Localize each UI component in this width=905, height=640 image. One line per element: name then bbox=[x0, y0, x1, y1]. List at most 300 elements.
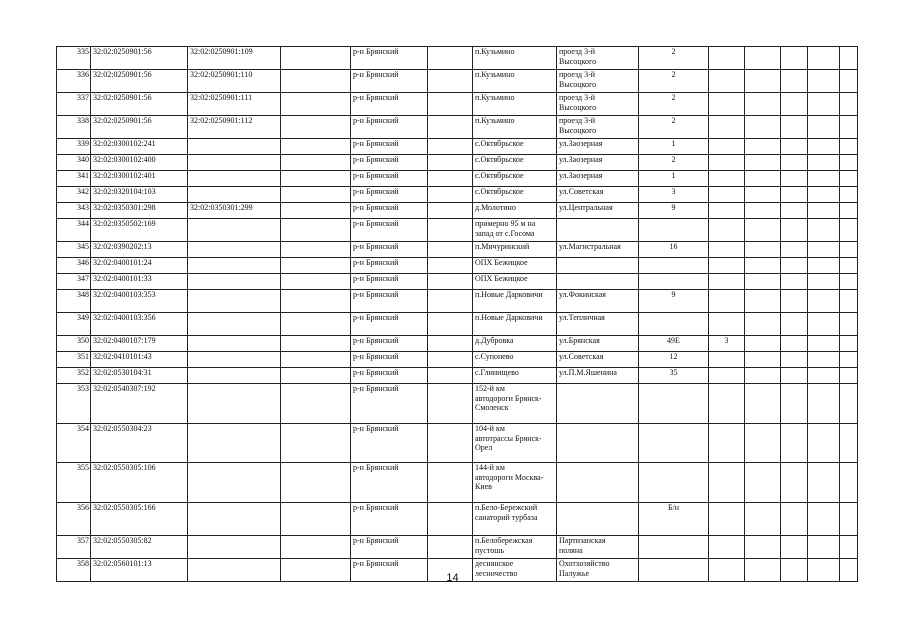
empty-cell bbox=[428, 155, 473, 171]
street-cell: ул.Центральная bbox=[557, 203, 639, 219]
linked-cadastral-number bbox=[188, 242, 281, 258]
table-row bbox=[57, 503, 858, 536]
linked-cadastral-number bbox=[188, 503, 281, 536]
street-cell: ул.Заозерная bbox=[557, 171, 639, 187]
settlement-cell: с.Октябрьское bbox=[473, 139, 557, 155]
house-cell: 2 bbox=[639, 155, 709, 171]
extra-cell bbox=[709, 274, 745, 290]
empty-cell bbox=[745, 93, 781, 116]
empty-cell bbox=[781, 155, 808, 171]
street-cell: ул.Заозерная bbox=[557, 139, 639, 155]
table-row bbox=[57, 424, 858, 463]
empty-cell bbox=[808, 70, 840, 93]
empty-cell bbox=[840, 258, 858, 274]
district-cell: р-н Брянский bbox=[351, 384, 428, 424]
settlement-cell: примерно 95 м на запад от с.Госома bbox=[473, 219, 557, 242]
empty-cell bbox=[745, 171, 781, 187]
linked-cadastral-number bbox=[188, 187, 281, 203]
table-row bbox=[57, 536, 858, 559]
district-cell: р-н Брянский bbox=[351, 463, 428, 503]
street-cell bbox=[557, 258, 639, 274]
extra-cell bbox=[709, 242, 745, 258]
empty-cell bbox=[781, 47, 808, 70]
row-number: 354 bbox=[57, 424, 91, 463]
table-row bbox=[57, 368, 858, 384]
street-cell: ул.Советская bbox=[557, 352, 639, 368]
settlement-cell: д.Молотино bbox=[473, 203, 557, 219]
settlement-cell: п.Белобережская пустошь bbox=[473, 536, 557, 559]
district-cell: р-н Брянский bbox=[351, 258, 428, 274]
extra-cell bbox=[709, 70, 745, 93]
settlement-cell: п.Мичуринский bbox=[473, 242, 557, 258]
cadastral-number: 32:02:0250901:56 bbox=[91, 47, 188, 70]
empty-cell bbox=[808, 171, 840, 187]
street-cell: Охотхозяйство Палужье bbox=[557, 559, 639, 582]
empty-cell bbox=[281, 242, 351, 258]
table-row bbox=[57, 171, 858, 187]
cadastral-number: 32:02:0550305:106 bbox=[91, 463, 188, 503]
row-number: 350 bbox=[57, 336, 91, 352]
extra-cell bbox=[709, 219, 745, 242]
extra-cell bbox=[709, 384, 745, 424]
row-number: 353 bbox=[57, 384, 91, 424]
linked-cadastral-number: 32:02:0250901:110 bbox=[188, 70, 281, 93]
settlement-cell: деснянское лесничество bbox=[473, 559, 557, 582]
empty-cell bbox=[281, 139, 351, 155]
table-row bbox=[57, 336, 858, 352]
settlement-cell: с.Октябрьское bbox=[473, 187, 557, 203]
empty-cell bbox=[840, 352, 858, 368]
empty-cell bbox=[808, 155, 840, 171]
cadastral-number: 32:02:0540307:192 bbox=[91, 384, 188, 424]
empty-cell bbox=[808, 313, 840, 336]
house-cell: 49Е bbox=[639, 336, 709, 352]
extra-cell bbox=[709, 47, 745, 70]
empty-cell bbox=[428, 219, 473, 242]
empty-cell bbox=[281, 313, 351, 336]
cadastral-number: 32:02:0530104:31 bbox=[91, 368, 188, 384]
street-cell bbox=[557, 274, 639, 290]
empty-cell bbox=[781, 70, 808, 93]
empty-cell bbox=[281, 258, 351, 274]
linked-cadastral-number bbox=[188, 139, 281, 155]
empty-cell bbox=[781, 116, 808, 139]
linked-cadastral-number bbox=[188, 424, 281, 463]
settlement-cell: д.Дубровка bbox=[473, 336, 557, 352]
extra-cell bbox=[709, 503, 745, 536]
empty-cell bbox=[745, 139, 781, 155]
empty-cell bbox=[808, 242, 840, 258]
empty-cell bbox=[781, 171, 808, 187]
street-cell bbox=[557, 424, 639, 463]
row-number: 347 bbox=[57, 274, 91, 290]
row-number: 342 bbox=[57, 187, 91, 203]
empty-cell bbox=[281, 536, 351, 559]
empty-cell bbox=[808, 463, 840, 503]
district-cell: р-н Брянский bbox=[351, 93, 428, 116]
empty-cell bbox=[781, 384, 808, 424]
linked-cadastral-number: 32:02:0250901:111 bbox=[188, 93, 281, 116]
settlement-cell: с.Октябрьское bbox=[473, 171, 557, 187]
settlement-cell: с.Супонево bbox=[473, 352, 557, 368]
empty-cell bbox=[428, 187, 473, 203]
empty-cell bbox=[840, 336, 858, 352]
house-cell: 2 bbox=[639, 93, 709, 116]
empty-cell bbox=[808, 258, 840, 274]
empty-cell bbox=[808, 187, 840, 203]
row-number: 344 bbox=[57, 219, 91, 242]
settlement-cell: п.Кузьмино bbox=[473, 47, 557, 70]
empty-cell bbox=[840, 424, 858, 463]
street-cell: проезд 3-й Высоцкого bbox=[557, 47, 639, 70]
street-cell: ул.Советская bbox=[557, 187, 639, 203]
district-cell: р-н Брянский bbox=[351, 70, 428, 93]
district-cell: р-н Брянский bbox=[351, 424, 428, 463]
empty-cell bbox=[840, 536, 858, 559]
house-cell: Б/н bbox=[639, 503, 709, 536]
empty-cell bbox=[281, 352, 351, 368]
empty-cell bbox=[281, 463, 351, 503]
empty-cell bbox=[281, 503, 351, 536]
empty-cell bbox=[840, 242, 858, 258]
empty-cell bbox=[781, 313, 808, 336]
empty-cell bbox=[781, 424, 808, 463]
house-cell bbox=[639, 463, 709, 503]
district-cell: р-н Брянский bbox=[351, 274, 428, 290]
empty-cell bbox=[840, 187, 858, 203]
empty-cell bbox=[840, 203, 858, 219]
empty-cell bbox=[745, 313, 781, 336]
house-cell: 1 bbox=[639, 139, 709, 155]
settlement-cell: с.Октябрьское bbox=[473, 155, 557, 171]
empty-cell bbox=[281, 116, 351, 139]
district-cell: р-н Брянский bbox=[351, 559, 428, 582]
empty-cell bbox=[840, 70, 858, 93]
empty-cell bbox=[428, 203, 473, 219]
settlement-cell: ОПХ Бежицкое bbox=[473, 274, 557, 290]
table-row bbox=[57, 463, 858, 503]
settlement-cell: п.Кузьмино bbox=[473, 93, 557, 116]
linked-cadastral-number bbox=[188, 258, 281, 274]
district-cell: р-н Брянский bbox=[351, 203, 428, 219]
empty-cell bbox=[808, 352, 840, 368]
house-cell: 1 bbox=[639, 171, 709, 187]
empty-cell bbox=[781, 258, 808, 274]
empty-cell bbox=[428, 463, 473, 503]
empty-cell bbox=[781, 536, 808, 559]
empty-cell bbox=[281, 171, 351, 187]
page-number: 14 bbox=[446, 572, 459, 584]
row-number: 357 bbox=[57, 536, 91, 559]
linked-cadastral-number bbox=[188, 463, 281, 503]
cadastral-number: 32:02:0400101:33 bbox=[91, 274, 188, 290]
empty-cell bbox=[745, 274, 781, 290]
empty-cell bbox=[428, 313, 473, 336]
district-cell: р-н Брянский bbox=[351, 116, 428, 139]
extra-cell bbox=[709, 203, 745, 219]
empty-cell bbox=[808, 219, 840, 242]
district-cell: р-н Брянский bbox=[351, 313, 428, 336]
street-cell: ул.Брянская bbox=[557, 336, 639, 352]
empty-cell bbox=[840, 274, 858, 290]
row-number: 352 bbox=[57, 368, 91, 384]
linked-cadastral-number bbox=[188, 290, 281, 313]
empty-cell bbox=[745, 258, 781, 274]
empty-cell bbox=[428, 503, 473, 536]
district-cell: р-н Брянский bbox=[351, 368, 428, 384]
linked-cadastral-number: 32:02:0250901:112 bbox=[188, 116, 281, 139]
cadastral-number: 32:02:0560101:13 bbox=[91, 559, 188, 582]
empty-cell bbox=[840, 503, 858, 536]
empty-cell bbox=[428, 258, 473, 274]
empty-cell bbox=[745, 219, 781, 242]
street-cell: проезд 3-й Высоцкого bbox=[557, 116, 639, 139]
empty-cell bbox=[281, 203, 351, 219]
extra-cell bbox=[709, 536, 745, 559]
house-cell: 2 bbox=[639, 70, 709, 93]
settlement-cell: п.Бело-Бережский санаторий турбаза bbox=[473, 503, 557, 536]
empty-cell bbox=[840, 219, 858, 242]
empty-cell bbox=[281, 219, 351, 242]
empty-cell bbox=[840, 368, 858, 384]
empty-cell bbox=[781, 503, 808, 536]
settlement-cell: п.Новые Дарковичи bbox=[473, 290, 557, 313]
empty-cell bbox=[428, 70, 473, 93]
empty-cell bbox=[281, 47, 351, 70]
table-row bbox=[57, 93, 858, 116]
table-row bbox=[57, 70, 858, 93]
house-cell bbox=[639, 424, 709, 463]
cadastral-number: 32:02:0250901:56 bbox=[91, 116, 188, 139]
empty-cell bbox=[781, 274, 808, 290]
district-cell: р-н Брянский bbox=[351, 155, 428, 171]
extra-cell bbox=[709, 171, 745, 187]
linked-cadastral-number bbox=[188, 155, 281, 171]
row-number: 351 bbox=[57, 352, 91, 368]
street-cell: ул.Фокинская bbox=[557, 290, 639, 313]
settlement-cell: ОПХ Бежицкое bbox=[473, 258, 557, 274]
empty-cell bbox=[745, 424, 781, 463]
empty-cell bbox=[281, 274, 351, 290]
extra-cell: 3 bbox=[709, 336, 745, 352]
street-cell bbox=[557, 503, 639, 536]
empty-cell bbox=[428, 93, 473, 116]
settlement-cell: п.Кузьмино bbox=[473, 70, 557, 93]
empty-cell bbox=[781, 352, 808, 368]
district-cell: р-н Брянский bbox=[351, 219, 428, 242]
house-cell bbox=[639, 274, 709, 290]
linked-cadastral-number bbox=[188, 336, 281, 352]
empty-cell bbox=[840, 93, 858, 116]
empty-cell bbox=[428, 47, 473, 70]
cadastral-number: 32:02:0550305:82 bbox=[91, 536, 188, 559]
house-cell: 16 bbox=[639, 242, 709, 258]
empty-cell bbox=[808, 93, 840, 116]
empty-cell bbox=[840, 463, 858, 503]
empty-cell bbox=[281, 187, 351, 203]
empty-cell bbox=[808, 336, 840, 352]
table-row bbox=[57, 47, 858, 70]
linked-cadastral-number: 32:02:0350301:299 bbox=[188, 203, 281, 219]
linked-cadastral-number bbox=[188, 274, 281, 290]
district-cell: р-н Брянский bbox=[351, 242, 428, 258]
empty-cell bbox=[428, 384, 473, 424]
empty-cell bbox=[808, 368, 840, 384]
empty-cell bbox=[840, 313, 858, 336]
district-cell: р-н Брянский bbox=[351, 336, 428, 352]
empty-cell bbox=[428, 336, 473, 352]
empty-cell bbox=[808, 47, 840, 70]
property-table bbox=[56, 46, 858, 582]
empty-cell bbox=[781, 368, 808, 384]
empty-cell bbox=[781, 242, 808, 258]
empty-cell bbox=[281, 70, 351, 93]
district-cell: р-н Брянский bbox=[351, 536, 428, 559]
cadastral-number: 32:02:0350502:169 bbox=[91, 219, 188, 242]
district-cell: р-н Брянский bbox=[351, 47, 428, 70]
extra-cell bbox=[709, 352, 745, 368]
house-cell: 9 bbox=[639, 290, 709, 313]
cadastral-number: 32:02:0250901:56 bbox=[91, 93, 188, 116]
row-number: 336 bbox=[57, 70, 91, 93]
empty-cell bbox=[428, 274, 473, 290]
empty-cell bbox=[745, 503, 781, 536]
linked-cadastral-number: 32:02:0250901:109 bbox=[188, 47, 281, 70]
empty-cell bbox=[745, 463, 781, 503]
row-number: 349 bbox=[57, 313, 91, 336]
cadastral-number: 32:02:0410101:43 bbox=[91, 352, 188, 368]
house-cell: 9 bbox=[639, 203, 709, 219]
table-row bbox=[57, 139, 858, 155]
empty-cell bbox=[428, 290, 473, 313]
empty-cell bbox=[428, 368, 473, 384]
row-number: 337 bbox=[57, 93, 91, 116]
table-row bbox=[57, 290, 858, 313]
district-cell: р-н Брянский bbox=[351, 187, 428, 203]
empty-cell bbox=[745, 536, 781, 559]
extra-cell bbox=[709, 139, 745, 155]
table-row bbox=[57, 274, 858, 290]
cadastral-number: 32:02:0390202:13 bbox=[91, 242, 188, 258]
empty-cell bbox=[808, 203, 840, 219]
empty-cell bbox=[808, 536, 840, 559]
empty-cell bbox=[781, 463, 808, 503]
empty-cell bbox=[745, 242, 781, 258]
empty-cell bbox=[745, 47, 781, 70]
district-cell: р-н Брянский bbox=[351, 171, 428, 187]
table-row bbox=[57, 116, 858, 139]
house-cell: 35 bbox=[639, 368, 709, 384]
linked-cadastral-number bbox=[188, 536, 281, 559]
empty-cell bbox=[840, 139, 858, 155]
empty-cell bbox=[281, 424, 351, 463]
street-cell: ул.Заозерная bbox=[557, 155, 639, 171]
settlement-cell: п.Новые Дарковичи bbox=[473, 313, 557, 336]
empty-cell bbox=[745, 290, 781, 313]
house-cell: 3 bbox=[639, 187, 709, 203]
empty-cell bbox=[428, 536, 473, 559]
extra-cell bbox=[709, 187, 745, 203]
house-cell bbox=[639, 536, 709, 559]
empty-cell bbox=[808, 274, 840, 290]
empty-cell bbox=[428, 116, 473, 139]
empty-cell bbox=[281, 336, 351, 352]
cadastral-number: 32:02:0320104:103 bbox=[91, 187, 188, 203]
table-row bbox=[57, 155, 858, 171]
extra-cell bbox=[709, 116, 745, 139]
row-number: 358 bbox=[57, 559, 91, 582]
table-row bbox=[57, 384, 858, 424]
street-cell: ул.Тепличная bbox=[557, 313, 639, 336]
extra-cell bbox=[709, 155, 745, 171]
row-number: 339 bbox=[57, 139, 91, 155]
empty-cell bbox=[808, 139, 840, 155]
extra-cell bbox=[709, 93, 745, 116]
empty-cell bbox=[745, 368, 781, 384]
street-cell bbox=[557, 384, 639, 424]
empty-cell bbox=[840, 116, 858, 139]
empty-cell bbox=[745, 384, 781, 424]
table-row bbox=[57, 313, 858, 336]
house-cell: 2 bbox=[639, 47, 709, 70]
settlement-cell: 152-й км автодороги Брянск- Смоленск bbox=[473, 384, 557, 424]
house-cell bbox=[639, 313, 709, 336]
empty-cell bbox=[808, 116, 840, 139]
street-cell: ул.Магистральная bbox=[557, 242, 639, 258]
cadastral-number: 32:02:0300102:400 bbox=[91, 155, 188, 171]
extra-cell bbox=[709, 313, 745, 336]
empty-cell bbox=[808, 290, 840, 313]
cadastral-number: 32:02:0550305:166 bbox=[91, 503, 188, 536]
extra-cell bbox=[709, 424, 745, 463]
empty-cell bbox=[745, 352, 781, 368]
linked-cadastral-number bbox=[188, 219, 281, 242]
street-cell: Партизанская поляна bbox=[557, 536, 639, 559]
empty-cell bbox=[781, 336, 808, 352]
street-cell: проезд 3-й Высоцкого bbox=[557, 93, 639, 116]
street-cell: ул.П.М.Яшенина bbox=[557, 368, 639, 384]
cadastral-number: 32:02:0400103:356 bbox=[91, 313, 188, 336]
settlement-cell: 144-й км автодороги Москва- Киев bbox=[473, 463, 557, 503]
settlement-cell: п.Кузьмино bbox=[473, 116, 557, 139]
empty-cell bbox=[281, 93, 351, 116]
empty-cell bbox=[428, 352, 473, 368]
empty-cell bbox=[745, 336, 781, 352]
cadastral-number: 32:02:0400107:179 bbox=[91, 336, 188, 352]
linked-cadastral-number bbox=[188, 384, 281, 424]
row-number: 355 bbox=[57, 463, 91, 503]
empty-cell bbox=[281, 368, 351, 384]
linked-cadastral-number bbox=[188, 368, 281, 384]
settlement-cell: с.Глинищево bbox=[473, 368, 557, 384]
row-number: 346 bbox=[57, 258, 91, 274]
empty-cell bbox=[840, 47, 858, 70]
table-row bbox=[57, 219, 858, 242]
house-cell bbox=[639, 219, 709, 242]
row-number: 341 bbox=[57, 171, 91, 187]
empty-cell bbox=[808, 384, 840, 424]
table-row bbox=[57, 203, 858, 219]
street-cell: проезд 3-й Высоцкого bbox=[557, 70, 639, 93]
extra-cell bbox=[709, 258, 745, 274]
empty-cell bbox=[840, 384, 858, 424]
district-cell: р-н Брянский bbox=[351, 352, 428, 368]
empty-cell bbox=[745, 116, 781, 139]
house-cell bbox=[639, 384, 709, 424]
empty-cell bbox=[745, 203, 781, 219]
empty-cell bbox=[428, 424, 473, 463]
cadastral-number: 32:02:0250901:56 bbox=[91, 70, 188, 93]
